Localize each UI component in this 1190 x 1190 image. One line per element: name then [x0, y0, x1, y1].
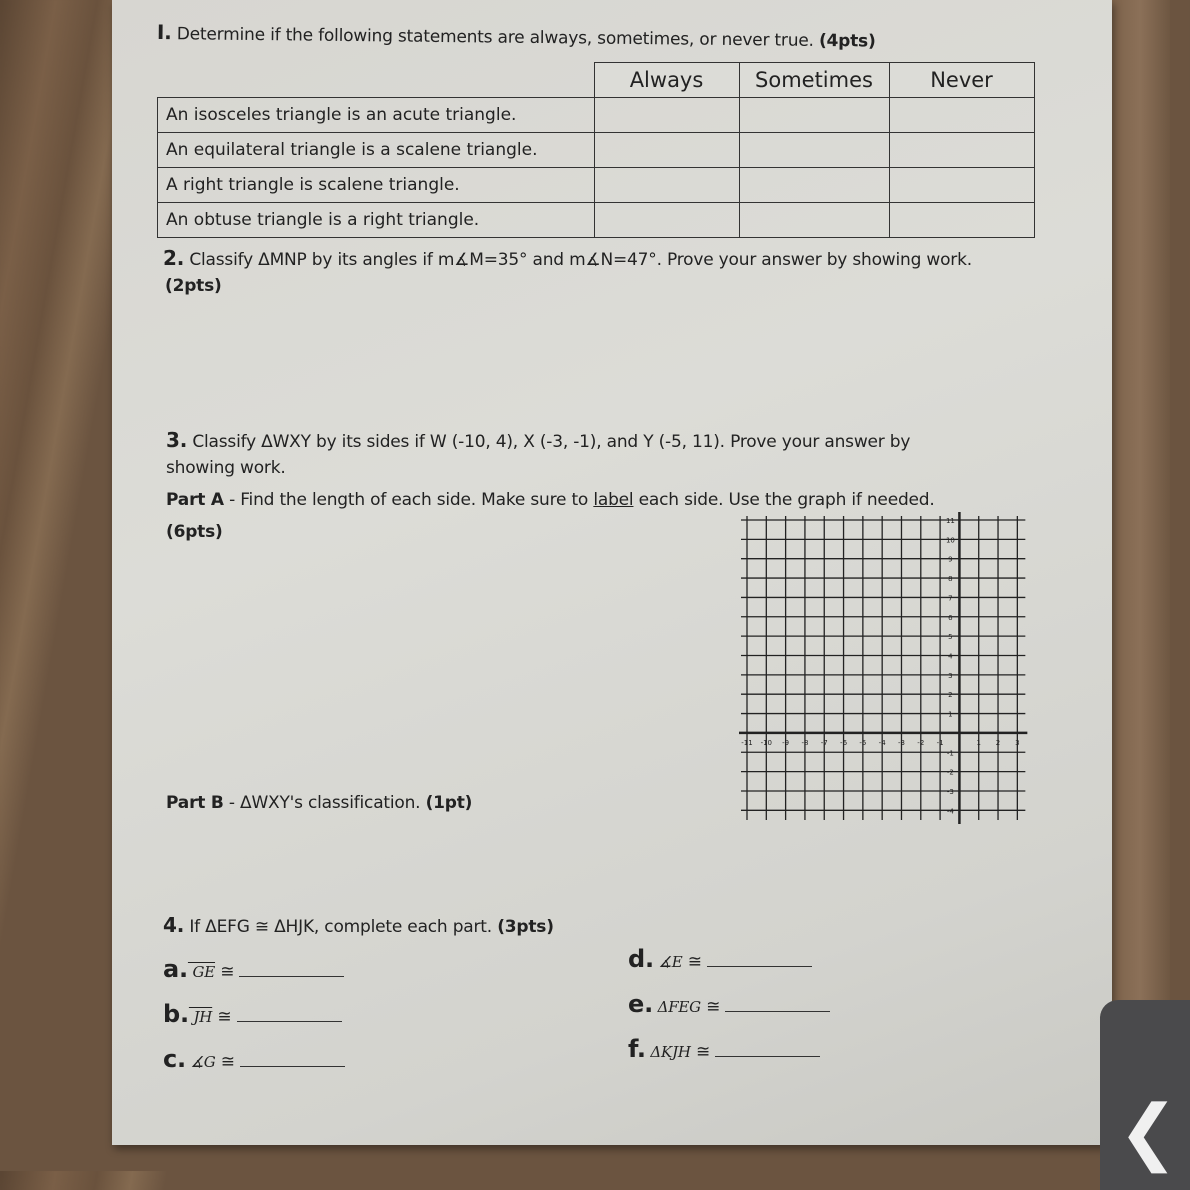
table-header-blank: [158, 63, 595, 98]
answer-blank[interactable]: [707, 952, 812, 967]
part-text: - ΔWXY's classification.: [223, 793, 426, 813]
statements-table: [157, 62, 1035, 238]
x-tick-label: -3: [897, 738, 905, 747]
question-text: If ΔEFG ≅ ΔHJK, complete each part.: [189, 917, 492, 937]
y-tick-label: -3: [946, 787, 954, 796]
answer-cell[interactable]: [889, 168, 1034, 203]
x-tick-label: -8: [801, 738, 809, 747]
statement-cell: An isosceles triangle is an acute triangle.: [158, 98, 595, 133]
answer-cell[interactable]: [594, 168, 739, 203]
answer-cell[interactable]: [594, 98, 739, 133]
y-tick-label: -4: [946, 807, 954, 816]
chevron-left-icon: ❮: [1118, 1089, 1179, 1173]
statement-cell: A right triangle is scalene triangle.: [158, 168, 595, 203]
y-tick-label: 3: [948, 671, 953, 680]
column-header: Never: [889, 63, 1034, 98]
y-tick-label: 6: [948, 613, 953, 622]
x-tick-label: -1: [936, 738, 944, 747]
y-tick-label: 5: [948, 633, 953, 642]
y-tick-label: 9: [948, 555, 953, 564]
question-text-continued: showing work.: [166, 458, 286, 478]
question-2: [163, 246, 972, 270]
y-tick-label: 1: [948, 710, 953, 719]
answer-cell[interactable]: [594, 203, 739, 238]
expression: GE: [187, 963, 216, 981]
congruent-symbol: ≅: [215, 962, 240, 982]
part-letter: d.: [628, 945, 654, 973]
x-tick-label: 2: [995, 738, 1001, 747]
column-header: Always: [594, 63, 739, 98]
y-tick-label: -1: [946, 749, 954, 758]
part-points: (6pts): [166, 522, 223, 542]
expression: ΔKJH: [645, 1043, 691, 1061]
expression: ΔFEG: [653, 998, 701, 1016]
question-number: 4.: [163, 913, 185, 937]
congruent-symbol: ≅: [215, 1052, 241, 1072]
answer-blank[interactable]: [237, 1007, 342, 1022]
x-tick-label: -9: [782, 738, 790, 747]
answer-blank[interactable]: [240, 1052, 345, 1067]
x-tick-label: -6: [840, 738, 848, 747]
expression: JH: [188, 1008, 213, 1026]
part-label: Part B: [166, 793, 224, 813]
part-letter: c.: [163, 1045, 186, 1073]
answer-blank[interactable]: [725, 997, 830, 1012]
part-points: (1pt): [425, 793, 473, 813]
coordinate-grid: [735, 510, 1035, 830]
part-letter: b.: [163, 1000, 189, 1028]
table-row: [158, 98, 1035, 133]
answer-cell[interactable]: [889, 203, 1034, 238]
question-points: (4pts): [818, 30, 876, 52]
part-b: [166, 793, 472, 813]
question-points: (3pts): [497, 917, 554, 937]
answer-cell[interactable]: [739, 203, 889, 238]
x-tick-label: -11: [741, 738, 753, 747]
congruence-item-a: [163, 955, 344, 983]
wood-background: [1110, 0, 1170, 1171]
x-tick-label: -10: [760, 738, 773, 747]
column-header: Sometimes: [739, 63, 889, 98]
x-tick-label: 3: [1015, 738, 1020, 747]
part-text: each side. Use the graph if needed.: [633, 490, 935, 510]
congruent-symbol: ≅: [682, 952, 707, 972]
statement-cell: An equilateral triangle is a scalene triangle.: [158, 133, 595, 168]
expression: ∡G: [185, 1053, 216, 1071]
congruence-item-e: [628, 990, 830, 1018]
expression: ∡E: [653, 953, 683, 971]
question-text: Determine if the following statements are always, sometimes, or never true.: [176, 24, 814, 51]
answer-cell[interactable]: [594, 133, 739, 168]
answer-blank[interactable]: [239, 962, 344, 977]
question-points: (2pts): [165, 276, 222, 296]
statement-cell: An obtuse triangle is a right triangle.: [158, 203, 595, 238]
congruence-item-b: [163, 1000, 342, 1028]
congruent-symbol: ≅: [700, 997, 726, 1017]
back-button[interactable]: [1100, 1000, 1190, 1190]
x-tick-label: -7: [820, 738, 828, 747]
table-row: [158, 133, 1035, 168]
table-row: [158, 168, 1035, 203]
answer-cell[interactable]: [889, 98, 1034, 133]
table-row: [158, 203, 1035, 238]
underlined-word: label: [593, 490, 634, 510]
answer-blank[interactable]: [715, 1042, 820, 1057]
question-number: 2.: [163, 246, 185, 270]
x-tick-label: -5: [859, 738, 867, 747]
question-number: 3.: [166, 428, 188, 452]
x-tick-label: 1: [976, 738, 981, 747]
congruence-item-d: [628, 945, 812, 973]
y-tick-label: -2: [946, 768, 954, 777]
y-tick-label: 2: [948, 691, 953, 700]
answer-cell[interactable]: [739, 98, 889, 133]
y-tick-label: 4: [948, 652, 953, 661]
part-label: Part A: [166, 490, 224, 510]
x-tick-label: -2: [917, 738, 925, 747]
answer-cell[interactable]: [739, 168, 889, 203]
part-letter: e.: [628, 990, 653, 1018]
part-text: - Find the length of each side. Make sure to: [223, 490, 594, 510]
question-3: [166, 428, 910, 452]
congruence-item-f: [628, 1035, 820, 1063]
part-letter: a.: [163, 955, 188, 983]
y-tick-label: 10: [945, 536, 955, 545]
part-a: [166, 490, 935, 510]
y-tick-label: 7: [948, 594, 953, 603]
question-text: Classify ΔWXY by its sides if W (-10, 4), X (-3, -1), and Y (-5, 11). Prove your answer by: [192, 432, 911, 452]
y-tick-label: 11: [945, 517, 955, 525]
congruent-symbol: ≅: [690, 1042, 716, 1062]
answer-cell[interactable]: [889, 133, 1034, 168]
question-number: I.: [156, 20, 172, 45]
question-text: Classify ΔMNP by its angles if m∡M=35° and m∡N=47°. Prove your answer by showing work.: [189, 250, 972, 270]
y-tick-label: 8: [948, 575, 953, 584]
congruence-item-c: [163, 1045, 345, 1073]
question-4: [163, 913, 554, 937]
congruent-symbol: ≅: [212, 1007, 237, 1027]
answer-cell[interactable]: [739, 133, 889, 168]
part-letter: f.: [628, 1035, 646, 1063]
x-tick-label: -4: [878, 738, 886, 747]
